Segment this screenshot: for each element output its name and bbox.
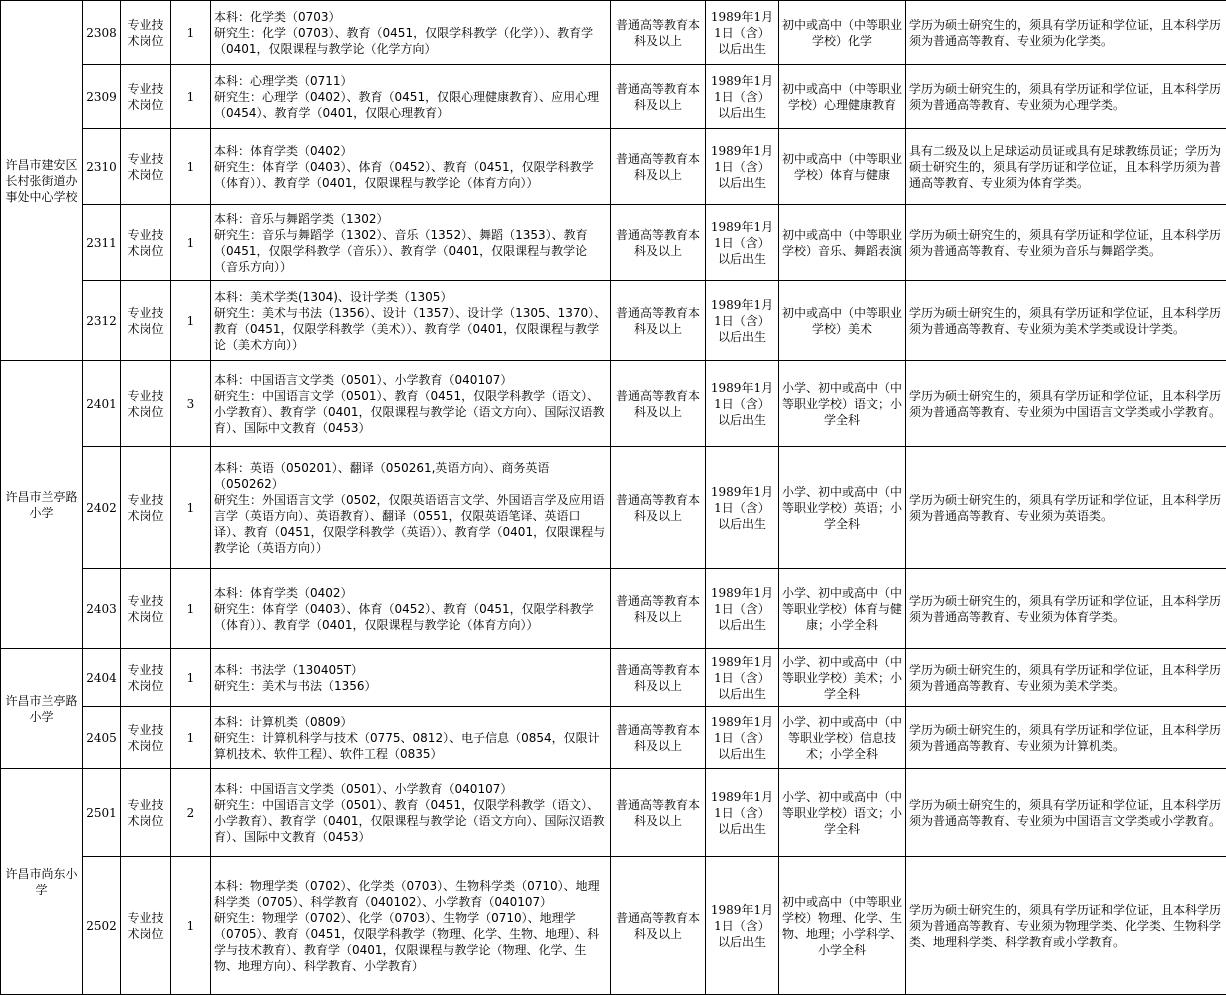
age-cell: 1989年1月1日（含）以后出生 [706,361,779,447]
table-row [1,649,1226,707]
age-cell: 1989年1月1日（含）以后出生 [706,65,779,129]
major-text: 本科：心理学类（0711） 研究生：心理学（0402）、教育（0451，仅限心理健康教育）、应用心理（0454）、教育学（0401，仅限心理教育） [214,73,607,121]
major-text: 本科：中国语言文学类（0501）、小学教育（040107） 研究生：中国语言文学（0501）、教育（0451，仅限学科教学（语文）、小学教育）、教育学（0401，仅限课程与教学论（语文方向）、国际汉语教育）、国际中文教育（0453） [214,372,607,436]
certificate-cell: 小学、初中或高中（中等职业学校）美术；小学全科 [779,649,906,707]
post-type-cell: 专业技术岗位 [121,65,171,129]
major-cell [211,205,611,281]
post-type-cell: 专业技术岗位 [121,769,171,857]
post-code-cell: 2312 [83,281,121,361]
headcount-cell: 2 [171,769,211,857]
other-requirements-cell: 学历为硕士研究生的，须具有学历证和学位证，且本科学历须为普通高等教育、专业须为物理学类、化学类、生物科学类、地理科学类、科学教育或小学教育。 [906,857,1226,995]
major-text: 本科：化学类（0703） 研究生：化学（0703）、教育（0451，仅限学科教学（化学））、教育学（0401，仅限课程与教学论（化学方向） [214,9,607,57]
other-requirements-cell: 具有二级及以上足球运动员证或具有足球教练员证；学历为硕士研究生的，须具有学历证和学位证，且本科学历须为普通高等教育、专业须为体育学类。 [906,129,1226,205]
education-cell: 普通高等教育本科及以上 [611,857,706,995]
major-cell [211,65,611,129]
major-cell [211,447,611,569]
headcount-cell: 1 [171,65,211,129]
certificate-cell: 小学、初中或高中（中等职业学校）信息技术；小学全科 [779,707,906,769]
post-code-cell: 2311 [83,205,121,281]
table-row [1,129,1226,205]
table-row [1,707,1226,769]
other-requirements-cell: 学历为硕士研究生的，须具有学历证和学位证，且本科学历须为普通高等教育、专业须为心理学类。 [906,65,1226,129]
headcount-cell: 1 [171,569,211,649]
headcount-cell: 1 [171,649,211,707]
post-code-cell: 2405 [83,707,121,769]
headcount-cell: 1 [171,205,211,281]
major-text: 本科：物理学类（0702）、化学类（0703）、生物科学类（0710）、地理科学类（0705）、科学教育（040102）、小学教育（040107） 研究生：物理学（0702）、化学（0703）、生物学（0710）、地理学（0705）、教育（0451，仅限学科教学（物理、化学、生物、地理）、科学与技术教育）、教育学（0401，仅限课程与教学论（物理、化学、生物、地理方向）、科学教育、小学教育） [214,878,607,974]
major-text: 本科：音乐与舞蹈学类（1302） 研究生：音乐与舞蹈学（1302）、音乐（1352）、舞蹈（1353）、教育（0451，仅限学科教学（音乐））、教育学（0401，仅限课程与教学论（音乐方向）） [214,211,607,275]
major-cell [211,1,611,65]
certificate-cell: 小学、初中或高中（中等职业学校）语文；小学全科 [779,361,906,447]
certificate-cell: 小学、初中或高中（中等职业学校）英语；小学全科 [779,447,906,569]
major-cell [211,281,611,361]
other-requirements-cell: 学历为硕士研究生的，须具有学历证和学位证，且本科学历须为普通高等教育、专业须为中国语言文学类或小学教育。 [906,769,1226,857]
unit-name-cell: 许昌市尚东小学 [1,769,83,995]
post-type-cell: 专业技术岗位 [121,447,171,569]
certificate-cell: 初中或高中（中等职业学校）物理、化学、生物、地理；小学科学、小学全科 [779,857,906,995]
table-row [1,569,1226,649]
major-cell [211,569,611,649]
post-code-cell: 2401 [83,361,121,447]
post-code-cell: 2310 [83,129,121,205]
post-code-cell: 2501 [83,769,121,857]
certificate-cell: 小学、初中或高中（中等职业学校）体育与健康；小学全科 [779,569,906,649]
major-text: 本科：体育学类（0402） 研究生：体育学（0403）、体育（0452）、教育（0451，仅限学科教学（体育））、教育学（0401，仅限课程与教学论（体育方向）） [214,585,607,633]
table-row [1,281,1226,361]
major-text: 本科：书法学（130405T） 研究生：美术与书法（1356） [214,662,607,694]
post-code-cell: 2403 [83,569,121,649]
education-cell: 普通高等教育本科及以上 [611,707,706,769]
age-cell: 1989年1月1日（含）以后出生 [706,857,779,995]
post-type-cell: 专业技术岗位 [121,569,171,649]
certificate-cell: 初中或高中（中等职业学校）心理健康教育 [779,65,906,129]
unit-name-cell: 许昌市兰亭路小学 [1,361,83,649]
major-cell [211,857,611,995]
table-row [1,769,1226,857]
post-type-cell: 专业技术岗位 [121,281,171,361]
major-cell [211,649,611,707]
major-text: 本科：美术学类(1304)、设计学类（1305） 研究生：美术与书法（1356）、设计（1357）、设计学（1305、1370）、教育（0451，仅限学科教学（美术））、教育学（0401，仅限课程与教学论（美术方向）） [214,289,607,353]
other-requirements-cell: 学历为硕士研究生的，须具有学历证和学位证，且本科学历须为普通高等教育、专业须为中国语言文学类或小学教育。 [906,361,1226,447]
headcount-cell: 1 [171,1,211,65]
education-cell: 普通高等教育本科及以上 [611,447,706,569]
post-type-cell: 专业技术岗位 [121,857,171,995]
education-cell: 普通高等教育本科及以上 [611,569,706,649]
education-cell: 普通高等教育本科及以上 [611,205,706,281]
headcount-cell: 1 [171,281,211,361]
education-cell: 普通高等教育本科及以上 [611,129,706,205]
age-cell: 1989年1月1日（含）以后出生 [706,649,779,707]
education-cell: 普通高等教育本科及以上 [611,769,706,857]
unit-name-cell: 许昌市建安区长村张街道办事处中心学校 [1,1,83,361]
age-cell: 1989年1月1日（含）以后出生 [706,281,779,361]
headcount-cell: 1 [171,447,211,569]
certificate-cell: 小学、初中或高中（中等职业学校）语文；小学全科 [779,769,906,857]
education-cell: 普通高等教育本科及以上 [611,1,706,65]
age-cell: 1989年1月1日（含）以后出生 [706,205,779,281]
other-requirements-cell: 学历为硕士研究生的，须具有学历证和学位证，且本科学历须为普通高等教育、专业须为计算机类。 [906,707,1226,769]
major-cell [211,769,611,857]
major-cell [211,129,611,205]
post-code-cell: 2502 [83,857,121,995]
post-type-cell: 专业技术岗位 [121,361,171,447]
post-code-cell: 2308 [83,1,121,65]
other-requirements-cell: 学历为硕士研究生的，须具有学历证和学位证，且本科学历须为普通高等教育、专业须为英语类。 [906,447,1226,569]
age-cell: 1989年1月1日（含）以后出生 [706,707,779,769]
education-cell: 普通高等教育本科及以上 [611,65,706,129]
age-cell: 1989年1月1日（含）以后出生 [706,1,779,65]
table-row [1,205,1226,281]
post-type-cell: 专业技术岗位 [121,649,171,707]
table-row [1,361,1226,447]
post-type-cell: 专业技术岗位 [121,707,171,769]
major-text: 本科：中国语言文学类（0501）、小学教育（040107） 研究生：中国语言文学（0501）、教育（0451，仅限学科教学（语文）、小学教育）、教育学（0401，仅限课程与教学论（语文方向）、国际汉语教育）、国际中文教育（0453） [214,781,607,845]
table-row [1,857,1226,995]
certificate-cell: 初中或高中（中等职业学校）音乐、舞蹈表演 [779,205,906,281]
major-cell [211,361,611,447]
table-row [1,65,1226,129]
education-cell: 普通高等教育本科及以上 [611,649,706,707]
other-requirements-cell: 学历为硕士研究生的，须具有学历证和学位证，且本科学历须为普通高等教育、专业须为体育学类。 [906,569,1226,649]
table-row [1,447,1226,569]
other-requirements-cell: 学历为硕士研究生的，须具有学历证和学位证，且本科学历须为普通高等教育、专业须为音乐与舞蹈学类。 [906,205,1226,281]
post-type-cell: 专业技术岗位 [121,205,171,281]
table-body [1,1,1226,995]
post-code-cell: 2309 [83,65,121,129]
certificate-cell: 初中或高中（中等职业学校）美术 [779,281,906,361]
headcount-cell: 1 [171,707,211,769]
post-code-cell: 2402 [83,447,121,569]
post-type-cell: 专业技术岗位 [121,129,171,205]
table-row [1,1,1226,65]
major-text: 本科：计算机类（0809） 研究生：计算机科学与技术（0775、0812）、电子信息（0854，仅限计算机技术、软件工程）、软件工程（0835） [214,714,607,762]
major-text: 本科：体育学类（0402） 研究生：体育学（0403）、体育（0452）、教育（0451，仅限学科教学（体育））、教育学（0401，仅限课程与教学论（体育方向）） [214,143,607,191]
education-cell: 普通高等教育本科及以上 [611,281,706,361]
post-code-cell: 2404 [83,649,121,707]
certificate-cell: 初中或高中（中等职业学校）体育与健康 [779,129,906,205]
age-cell: 1989年1月1日（含）以后出生 [706,569,779,649]
major-cell [211,707,611,769]
headcount-cell: 1 [171,129,211,205]
headcount-cell: 3 [171,361,211,447]
post-type-cell: 专业技术岗位 [121,1,171,65]
age-cell: 1989年1月1日（含）以后出生 [706,769,779,857]
unit-name-cell: 许昌市兰亭路小学 [1,649,83,769]
other-requirements-cell: 学历为硕士研究生的，须具有学历证和学位证，且本科学历须为普通高等教育、专业须为美术学类。 [906,649,1226,707]
major-text: 本科：英语（050201）、翻译（050261,英语方向）、商务英语（050262） 研究生：外国语言文学（0502，仅限英语语言文学、外国语言学及应用语言学（英语方向）、英语教育）、翻译（0551，仅限英语笔译、英语口译）、教育（0451，仅限学科教学（英语））、教育学（0401，仅限课程与教学论（英语方向）） [214,460,607,556]
headcount-cell: 1 [171,857,211,995]
certificate-cell: 初中或高中（中等职业学校）化学 [779,1,906,65]
other-requirements-cell: 学历为硕士研究生的，须具有学历证和学位证，且本科学历须为普通高等教育、专业须为美术学类或设计学类。 [906,281,1226,361]
other-requirements-cell: 学历为硕士研究生的，须具有学历证和学位证，且本科学历须为普通高等教育、专业须为化学类。 [906,1,1226,65]
age-cell: 1989年1月1日（含）以后出生 [706,129,779,205]
age-cell: 1989年1月1日（含）以后出生 [706,447,779,569]
education-cell: 普通高等教育本科及以上 [611,361,706,447]
